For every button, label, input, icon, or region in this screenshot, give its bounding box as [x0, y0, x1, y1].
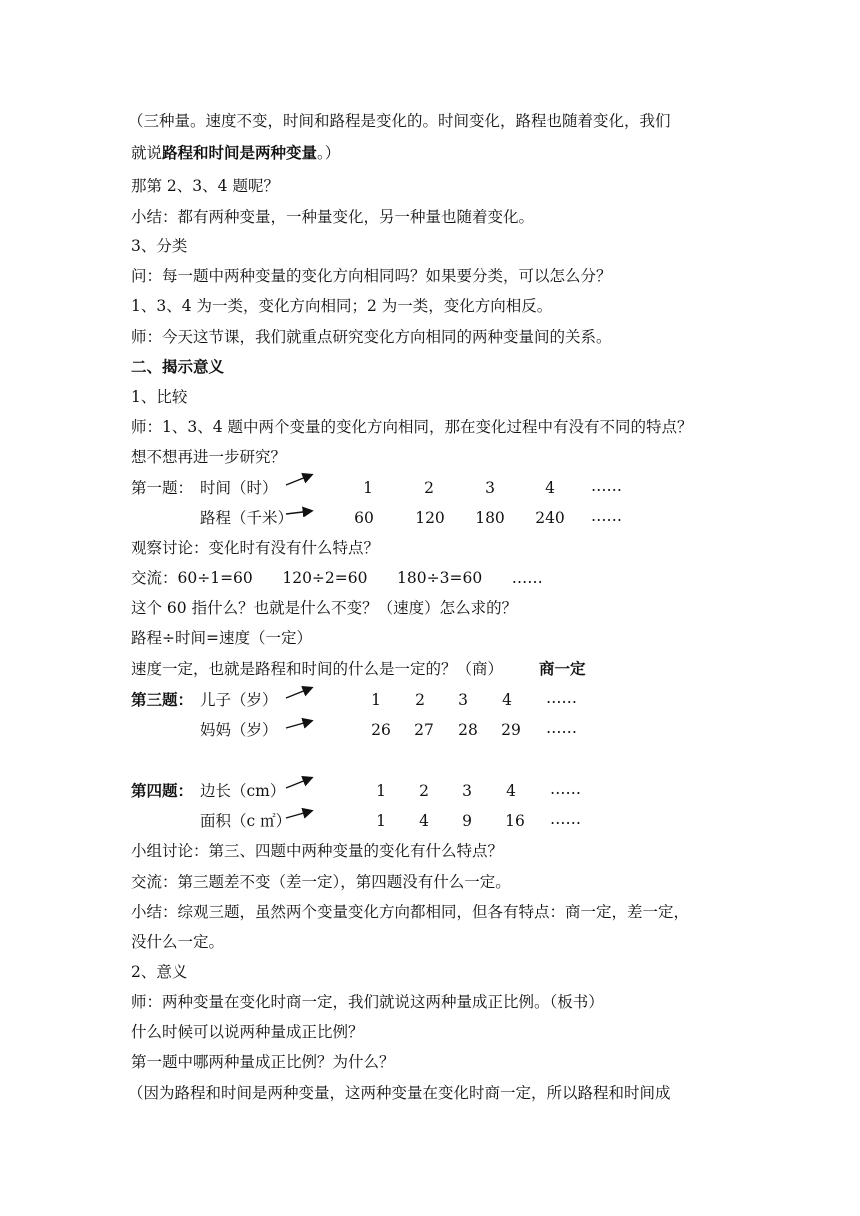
- paragraph: 小组讨论：第三、四题中两种变量的变化有什么特点？: [131, 842, 504, 860]
- paragraph: 观察讨论：变化时有没有什么特点？: [131, 539, 380, 557]
- table-cell: 3: [458, 691, 468, 709]
- row-name: 路程（千米）: [200, 509, 294, 527]
- paragraph: [131, 659, 586, 679]
- ellipsis: ……: [546, 689, 577, 707]
- table-cell: 120: [415, 509, 445, 527]
- paragraph: 师：1、3、4 题中两个变量的变化方向相同，那在变化过程中有没有不同的特点？: [131, 418, 693, 436]
- ellipsis: ……: [591, 477, 622, 495]
- table-cell: 3: [462, 782, 472, 800]
- table-cell: 1: [376, 812, 386, 830]
- paragraph: 第一题中哪两种量成正比例？为什么？: [131, 1053, 395, 1071]
- table-cell: 28: [458, 721, 478, 739]
- table-cell: 26: [371, 721, 391, 739]
- paragraph: 小结：都有两种变量，一种量变化，另一种量也随着变化。: [131, 208, 535, 226]
- table-cell: 180: [475, 509, 505, 527]
- row-name: 边长（cm）: [200, 782, 286, 800]
- heading-sub: 1、比较: [131, 388, 188, 406]
- paragraph: （三种量。速度不变，时间和路程是变化的。时间变化，路程也随着变化，我们: [128, 112, 671, 130]
- arrow-icon: [285, 503, 315, 517]
- ellipsis: ……: [550, 810, 581, 828]
- ellipsis: ……: [591, 507, 622, 525]
- paragraph: 师：两种变量在变化时商一定，我们就说这两种量成正比例。（板书）: [131, 993, 604, 1011]
- paragraph: 交流：第三题差不变（差一定），第四题没有什么一定。: [131, 873, 511, 891]
- table-cell: 4: [419, 812, 429, 830]
- paragraph: 想不想再进一步研究？: [131, 448, 287, 466]
- paragraph: [131, 143, 340, 163]
- problem-label: 第四题：: [131, 781, 194, 800]
- table-cell: 9: [462, 812, 472, 830]
- text: 速度一定，也就是路程和时间的什么是一定的？（商）: [131, 660, 504, 678]
- paragraph: 什么时候可以说两种量成正比例？: [131, 1023, 364, 1041]
- text: 。）: [317, 144, 341, 162]
- ellipsis: ……: [546, 719, 577, 737]
- row-name: 儿子（岁）: [200, 691, 278, 709]
- paragraph: 问：每一题中两种变量的变化方向相同吗？如果要分类，可以怎么分？: [131, 267, 612, 285]
- ellipsis: ……: [550, 780, 581, 798]
- row-name: 面积（c ㎡）: [200, 812, 292, 830]
- problem-label: 第三题：: [131, 690, 194, 709]
- text: 就说: [131, 144, 163, 162]
- row-name: 时间（时）: [200, 479, 278, 497]
- paragraph: 师：今天这节课，我们就重点研究变化方向相同的两种变量间的关系。: [131, 328, 612, 346]
- table-cell: 4: [506, 782, 516, 800]
- section-heading: 二、揭示意义: [131, 357, 225, 376]
- bold-text: 商一定: [539, 659, 586, 678]
- table-cell: 2: [419, 782, 429, 800]
- bold-text: 路程和时间是两种变量: [162, 143, 318, 162]
- table-cell: 1: [376, 782, 386, 800]
- table-cell: 4: [502, 691, 512, 709]
- arrow-icon: [285, 685, 315, 699]
- arrow-icon: [285, 775, 315, 789]
- table-cell: 3: [485, 479, 495, 497]
- heading-sub: 3、分类: [131, 237, 188, 255]
- paragraph: 这个 60 指什么？也就是什么不变？（速度）怎么求的？: [131, 599, 518, 617]
- problem-label: 第一题：: [131, 479, 194, 497]
- table-cell: 1: [363, 479, 373, 497]
- table-cell: 2: [415, 691, 425, 709]
- paragraph: 小结：综观三题，虽然两个变量变化方向都相同，但各有特点：商一定，差一定，: [131, 903, 690, 921]
- row-name: 妈妈（岁）: [200, 721, 278, 739]
- paragraph: 那第 2、3、4 题呢？: [131, 177, 279, 195]
- table-cell: 2: [424, 479, 434, 497]
- paragraph: 没什么一定。: [131, 933, 225, 951]
- table-cell: 1: [371, 691, 381, 709]
- table-cell: 60: [354, 509, 374, 527]
- paragraph: 路程÷时间=速度（一定）: [131, 629, 312, 647]
- arrow-icon: [285, 806, 315, 820]
- table-cell: 240: [535, 509, 565, 527]
- table-cell: 29: [501, 721, 521, 739]
- arrow-icon: [285, 472, 315, 486]
- table-cell: 27: [414, 721, 434, 739]
- paragraph: 1、3、4 为一类，变化方向相同；2 为一类，变化方向相反。: [131, 297, 553, 315]
- heading-sub: 2、意义: [131, 963, 188, 981]
- paragraph: 交流：60÷1=60 120÷2=60 180÷3=60 ……: [131, 569, 543, 587]
- table-cell: 16: [505, 812, 525, 830]
- paragraph: （因为路程和时间是两种变量，这两种变量在变化时商一定，所以路程和时间成: [128, 1084, 671, 1102]
- table-cell: 4: [545, 479, 555, 497]
- arrow-icon: [285, 716, 315, 730]
